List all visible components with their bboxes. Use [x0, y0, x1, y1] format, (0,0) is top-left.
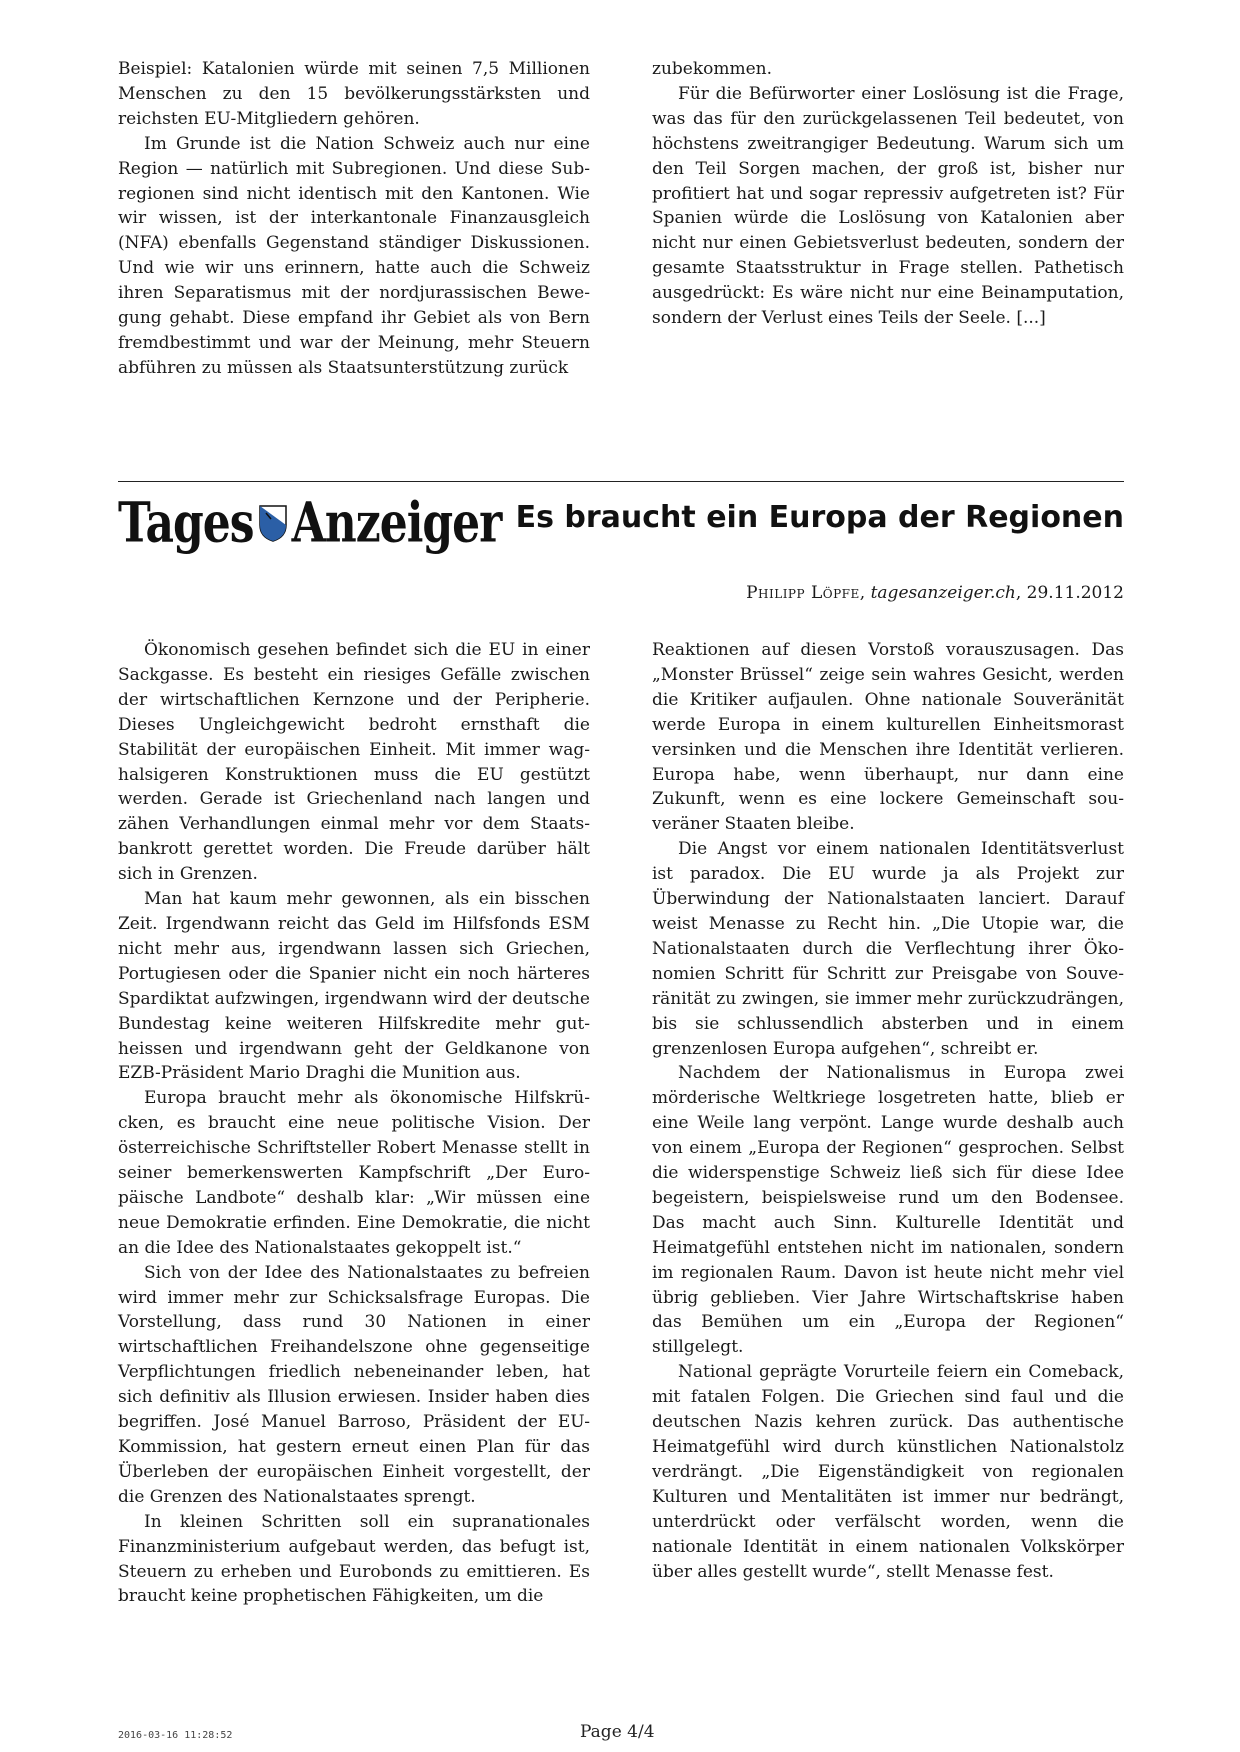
paragraph: Für die Befürworter einer Loslösung ist die Frage, was das für den zurückgelassenen Teil bedeutet, von höchstens zweitrangiger Bedeutung. Warum sich um den Teil Sorgen machen, der groß ist, bisher nur profitiert hat und sogar repressiv aufgetreten ist? Für Spanien würde die Loslösung von Katalonien aber nicht nur einen Gebietsverlust bedeuten, sondern der gesamte Staatsstruktur in Frage stellen. Pathetisch ausgedrückt: Es wäre nicht nur eine Beinamputation, sondern der Verlust eines Teils der Seele. [...]	[652, 83, 1124, 329]
article-right-column	[652, 638, 1124, 1584]
paragraph: Im Grunde ist die Nation Schweiz auch nur eine Region — natürlich mit Subregionen. Und diese Subregionen sind nicht identisch mit den Kantonen. Wie wir wissen, ist der interkantonale Finanzausgleich (NFA) ebenfalls Gegenstand ständiger Diskussionen. Und wie wir uns erinnern, hatte auch die Schweiz ihren Separatismus mit der nordjurassischen Bewegung gehabt. Diese empfand ihr Gebiet als von Bern fremdbestimmt und war der Meinung, mehr Steuern abführen zu müssen als Staatsunterstützung zurück	[118, 133, 590, 378]
top-article-right-column	[652, 57, 1124, 331]
top-article-left-column	[118, 57, 590, 381]
logo-word-left: Tages	[118, 491, 254, 555]
paragraph: Beispiel: Katalonien würde mit seinen 7,5 Millionen Menschen zu den 15 bevölkerungsstärksten und reichsten EU-Mitgliedern gehören.	[118, 59, 590, 129]
section-divider	[118, 481, 1124, 482]
page-number: Page 4/4	[580, 1722, 655, 1742]
paragraph: In kleinen Schritten soll ein supranationales Finanzministerium aufgebaut werden, das befugt ist, Steuern zu erheben und Eurobonds zu emittieren. Es braucht keine prophetischen Fähigkeiten, um die	[118, 1511, 590, 1607]
paragraph: National geprägte Vorurteile feiern ein Comeback, mit fatalen Folgen. Die Griechen sind faul und die deutschen Nazis kehren zurück. Das authentische Heimatgefühl wird durch künstlichen Nationalstolz verdrängt. „Die Eigenständigkeit von regionalen Kulturen und Mentalitäten ist immer nur bedrängt, unterdrückt oder verfälscht worden, wenn die nationale Identität in einem nationalen Volkskörper über alles gestellt wurde“, stellt Menasse fest.	[652, 1362, 1124, 1582]
source-name: tagesanzeiger.ch	[870, 583, 1016, 603]
article-headline: Es braucht ein Europa der Regionen	[515, 500, 1124, 535]
coat-of-arms-icon	[258, 503, 288, 543]
paragraph: Nachdem der Nationalismus in Europa zwei mörderische Weltkriege losgetreten hatte, blieb er eine Weile lang verpönt. Lange wurde deshalb auch von einem „Europa der Regionen“ gesprochen. Selbst die widerspenstige Schweiz ließ sich für diese Idee begeistern, beispielsweise rund um den Bodensee. Das macht auch Sinn. Kulturelle Identität und Heimatgefühl entstehen nicht im nationalen, sondern im regionalen Raum. Davon ist heute nicht mehr viel übrig geblieben. Vier Jahre Wirtschaftskrise haben das Bemühen um ein „Europa der Regionen“ stillgelegt.	[652, 1063, 1124, 1358]
author-name: Philipp Löpfe	[746, 583, 860, 603]
paragraph: Reaktionen auf diesen Vorstoß vorauszusagen. Das „Monster Brüssel“ zeige sein wahres Gesicht, werden die Kritiker aufjaulen. Ohne nationale Souveränität werde Europa in einem kulturellen Einheitsmorast versinken und die Menschen ihre Identität verlieren. Europa habe, wenn überhaupt, nur dann eine Zukunft, wenn es eine lockere Gemeinschaft souveräner Staaten bleibe.	[652, 640, 1124, 835]
article-date: 29.11.2012	[1026, 583, 1124, 603]
paragraph: Man hat kaum mehr gewonnen, als ein bisschen Zeit. Irgendwann reicht das Geld im Hilfsfonds ESM nicht mehr aus, irgendwann lassen sich Griechen, Portugiesen oder die Spanier nicht ein noch härteres Spardiktat aufzwingen, irgendwann wird der deutsche Bundestag keine weiteren Hilfskredite mehr gutheissen und irgendwann geht der Geldkanone von EZB-Präsident Mario Draghi die Munition aus.	[118, 889, 590, 1084]
print-timestamp: 2016-03-16 11:28:52	[118, 1730, 233, 1741]
article-byline: Philipp Löpfe, tagesanzeiger.ch, 29.11.2012	[746, 583, 1124, 603]
paragraph: Sich von der Idee des Nationalstaates zu befreien wird immer mehr zur Schicksalsfrage Europas. Die Vorstellung, dass rund 30 Nationen in einer wirtschaftlichen Freihandelszone ohne gegenseitige Verpflichtungen friedlich nebeneinander leben, hat sich definitiv als Illusion erwiesen. Insider haben dies begriffen. José Manuel Barroso, Präsident der EU-Kommission, hat gestern erneut einen Plan für das Überleben der europäischen Einheit vorgestellt, der die Grenzen des Nationalstaates sprengt.	[118, 1262, 590, 1507]
logo-word-right: Anzeiger	[291, 491, 502, 555]
paragraph: zubekommen.	[652, 59, 773, 79]
paragraph: Ökonomisch gesehen befindet sich die EU in einer Sackgasse. Es besteht ein riesiges Gefälle zwischen der wirtschaftlichen Kernzone und der Peripherie. Dieses Ungleichgewicht bedroht ernsthaft die Stabilität der europäischen Einheit. Mit immer waghalsigeren Konstruktionen muss die EU gestützt werden. Gerade ist Griechenland nach langen und zähen Verhandlungen einmal mehr vor dem Staatsbankrott gerettet worden. Die Freude darüber hält sich in Grenzen.	[118, 640, 590, 885]
paragraph: Die Angst vor einem nationalen Identitätsverlust ist paradox. Die EU wurde ja als Projekt zur Überwindung der Nationalstaaten lanciert. Darauf weist Menasse zu Recht hin. „Die Utopie war, die Nationalstaaten durch die Verflechtung ihrer Ökonomien Schritt für Schritt zur Preisgabe von Souveränität zu zwingen, sie immer mehr zurückzudrängen, bis sie schlussendlich absterben und in einem grenzenlosen Europa aufgehen“, schreibt er.	[652, 839, 1124, 1059]
newspaper-logo	[118, 488, 502, 558]
paragraph: Europa braucht mehr als ökonomische Hilfskrücken, es braucht eine neue politische Vision. Der österreichische Schriftsteller Robert Menasse stellt in seiner bemerkenswerten Kampfschrift „Der Europäische Landbote“ deshalb klar: „Wir müssen eine neue Demokratie erfinden. Eine Demokratie, die nicht an die Idee des Nationalstaates gekoppelt ist.“	[118, 1088, 590, 1258]
article-left-column	[118, 638, 590, 1609]
